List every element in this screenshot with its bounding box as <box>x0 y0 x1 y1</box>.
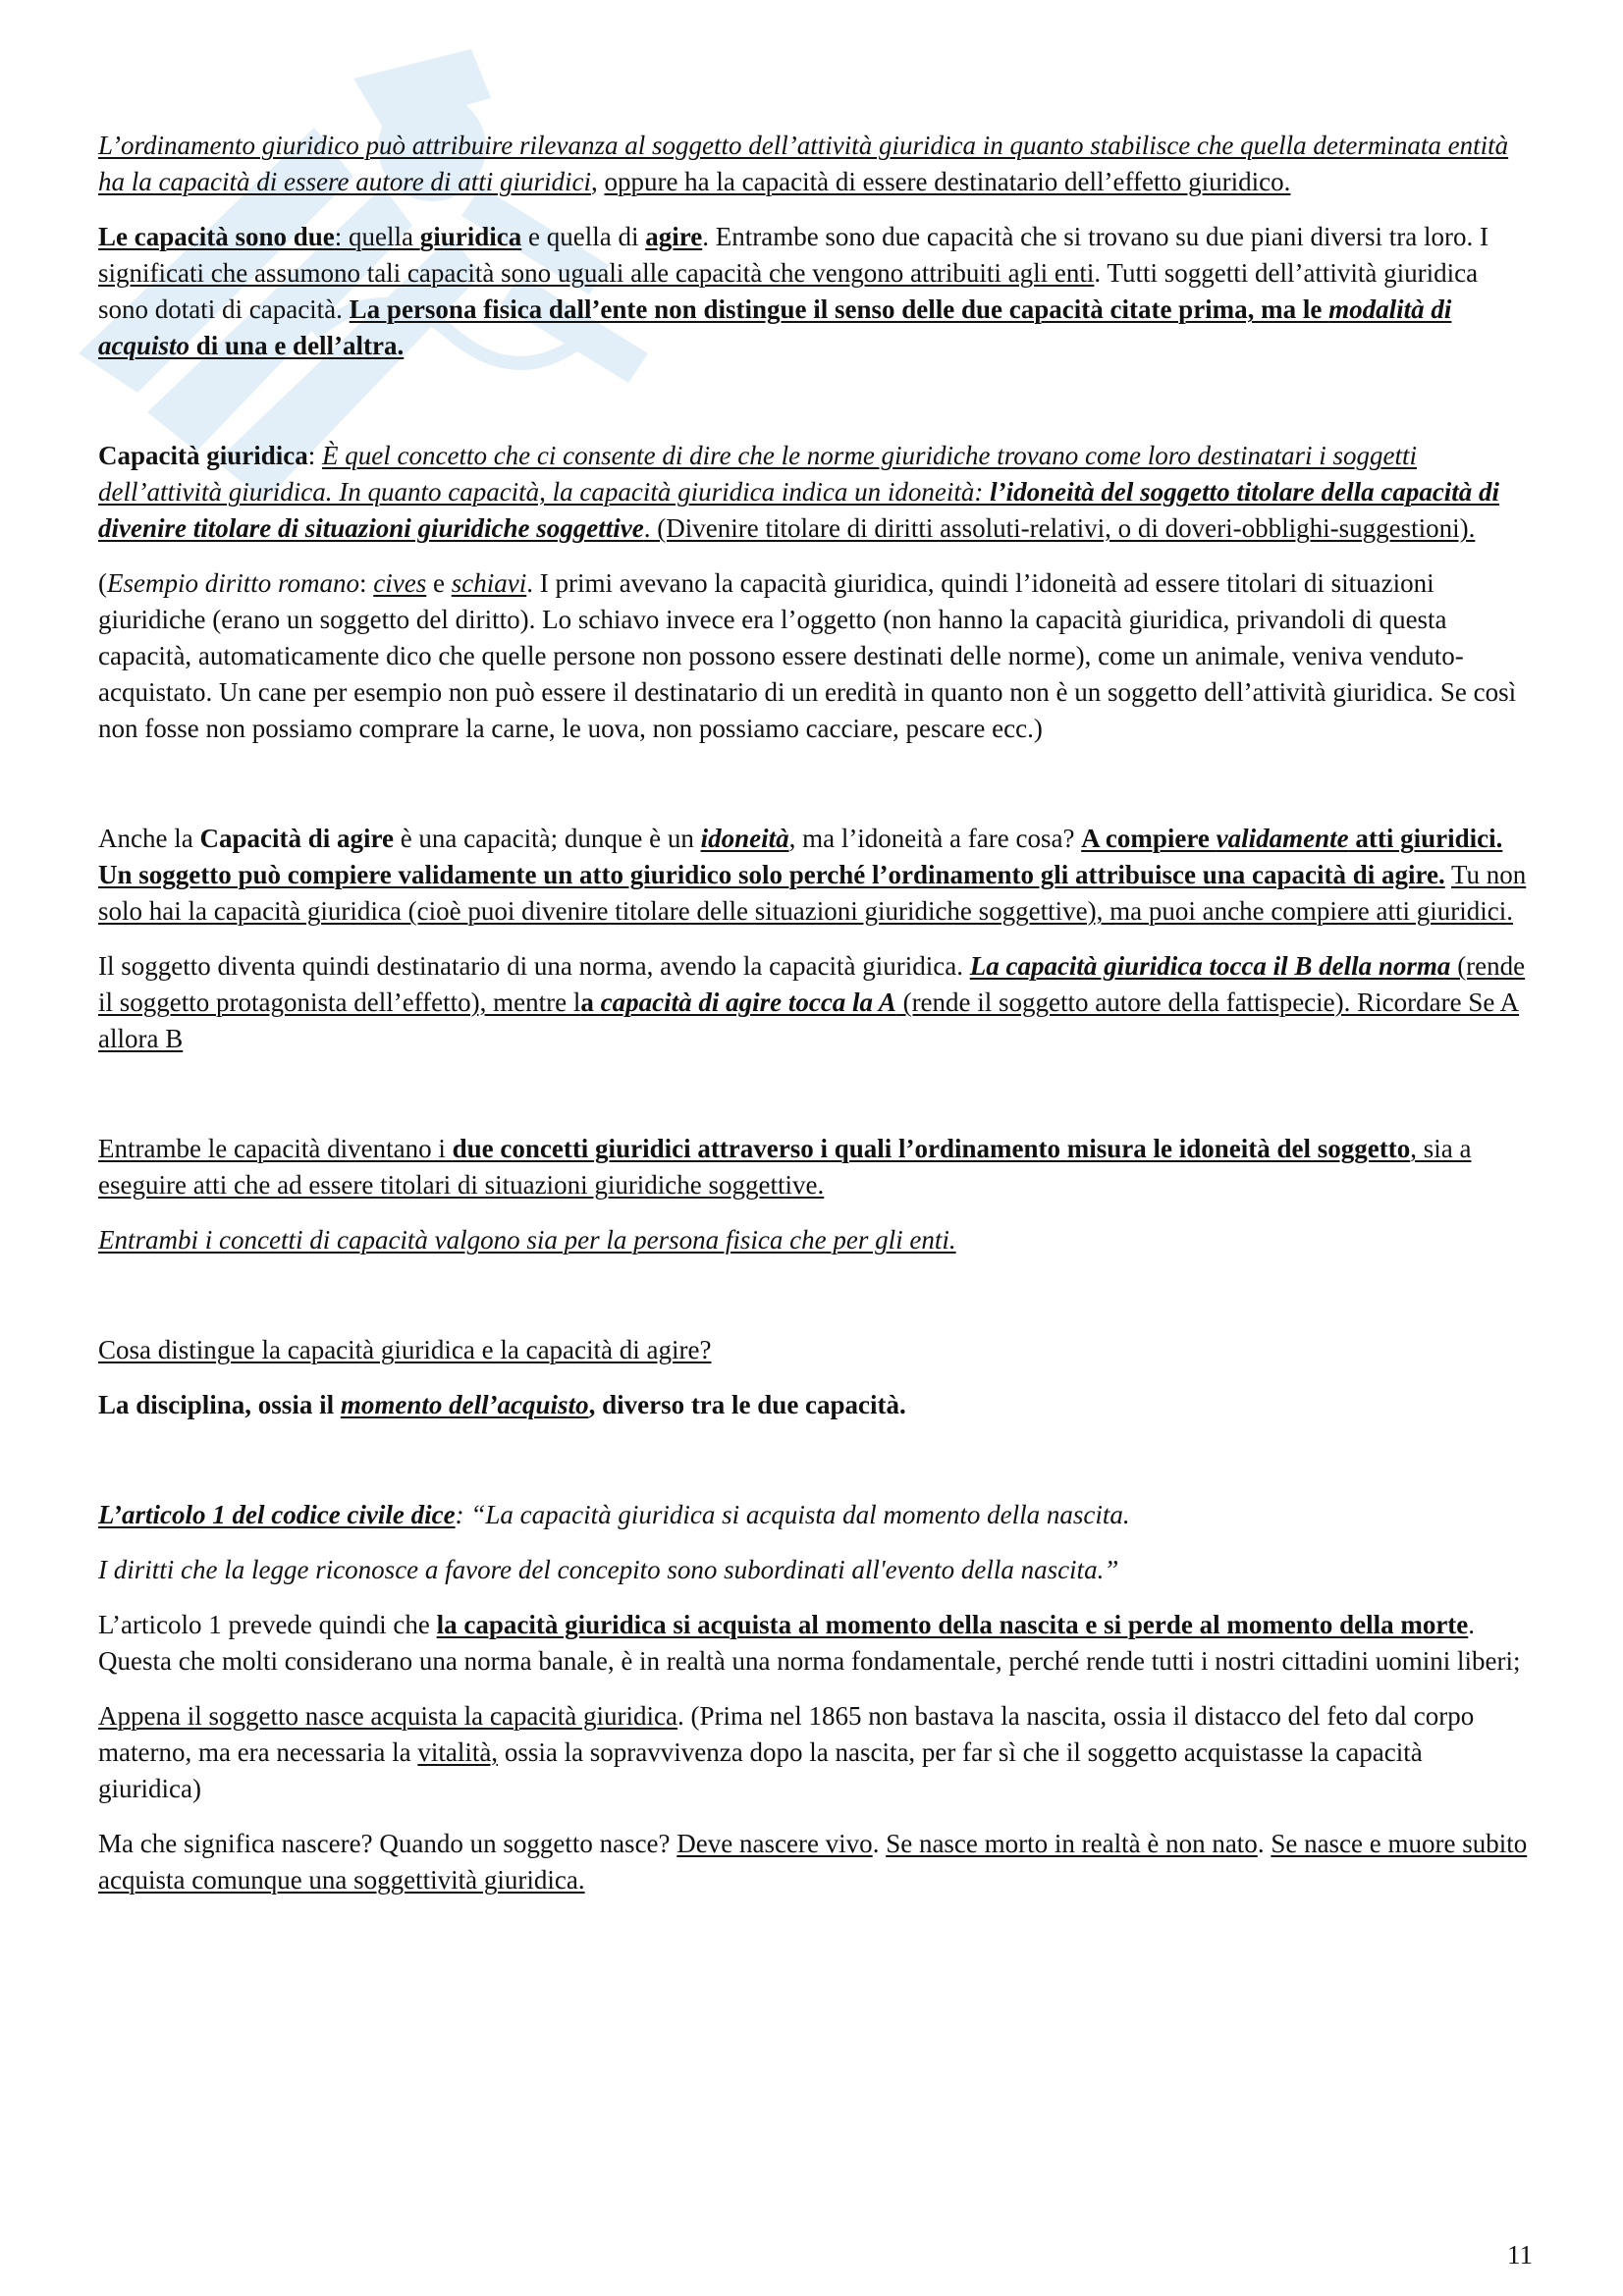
paragraph-article-1: L’articolo 1 del codice civile dice: “La capacità giuridica si acquista dal momento della nascita. <box>98 1500 1130 1529</box>
document-body <box>98 128 1532 1917</box>
spacer <box>98 1277 1532 1332</box>
question-heading: Cosa distingue la capacità giuridica e la capacità di agire? <box>98 1335 712 1364</box>
spacer <box>98 1442 1532 1497</box>
spacer <box>98 1076 1532 1131</box>
paragraph-birth-acquisition: Appena il soggetto nasce acquista la capacità giuridica. (Prima nel 1865 non bastava la nascita, ossia il distacco del feto dal corpo materno, ma era necessaria la vitalità, ossia la sopravvivenza dopo la nascita, per far sì che il soggetto acquistasse la capacità giuridica) <box>98 1701 1475 1803</box>
paragraph-article-1-continued: I diritti che la legge riconosce a favore del concepito sono subordinati all'evento della nascita.” <box>98 1555 1119 1584</box>
spacer <box>98 766 1532 821</box>
paragraph-capacita-giuridica: Capacità giuridica: È quel concetto che ci consente di dire che le norme giuridiche trovano come loro destinatari i soggetti dell’attività giuridica. In quanto capacità, la capacità giuridica indica un idoneità: l’idoneità del soggetto titolare della capacità di divenire titolare di situazioni giuridiche soggettive. (Divenire titolare di diritti assoluti-relativi, o di doveri-obblighi-suggestioni). <box>98 441 1500 543</box>
paragraph-article-1-explained: L’articolo 1 prevede quindi che la capacità giuridica si acquista al momento della nascita e si perde al momento della morte. Questa che molti considerano una norma banale, è in realtà una norma fondamentale, perché rende tutti i nostri cittadini uomini liberi; <box>98 1610 1521 1676</box>
page-number: 11 <box>1507 2240 1533 2269</box>
paragraph-two-capacities: Le capacità sono due: quella giuridica e quella di agire. Entrambe sono due capacità che si trovano su due piani diversi tra loro. I significati che assumono tali capacità sono uguali alle capacità che vengono attribuiti agli enti. Tutti soggetti dell’attività giuridica sono dotati di capacità. La persona fisica dall’ente non distingue il senso delle due capacità citate prima, ma le modalità di acquisto di una e dell’altra. <box>98 222 1488 360</box>
paragraph-capacita-agire: Anche la Capacità di agire è una capacità; dunque è un idoneità, ma l’idoneità a fare cosa? A compiere validamente atti giuridici. Un soggetto può compiere validamente un atto giuridico solo perché l’ordinamento gli attribuisce una capacità di agire. Tu non solo hai la capacità giuridica (cioè puoi divenire titolare delle situazioni giuridiche soggettive), ma puoi anche compiere atti giuridici. <box>98 824 1527 926</box>
answer-heading: La disciplina, ossia il momento dell’acquisto, diverso tra le due capacità. <box>98 1390 906 1419</box>
paragraph-intro: L’ordinamento giuridico può attribuire rilevanza al soggetto dell’attività giuridica in quanto stabilisce che quella determinata entità ha la capacità di essere autore di atti giuridici, oppure ha la capacità di essere destinatario dell’effetto giuridico. <box>98 131 1509 196</box>
paragraph-what-is-birth: Ma che significa nascere? Quando un soggetto nasce? Deve nascere vivo. Se nasce morto in realtà è non nato. Se nasce e muore subito acquista comunque una soggettività giuridica. <box>98 1829 1528 1895</box>
spacer <box>98 383 1532 438</box>
paragraph-a-b-rule: Il soggetto diventa quindi destinatario di una norma, avendo la capacità giuridica. La capacità giuridica tocca il B della norma (rende il soggetto protagonista dell’effetto), mentre la capacità di agire tocca la A (rende il soggetto autore della fattispecie). Ricordare Se A allora B <box>98 951 1526 1053</box>
paragraph-both-concepts: Entrambe le capacità diventano i due concetti giuridici attraverso i quali l’ordinamento misura le idoneità del soggetto, sia a eseguire atti che ad essere titolari di situazioni giuridiche soggettive. <box>98 1134 1472 1200</box>
paragraph-roman-example: (Esempio diritto romano: cives e schiavi. I primi avevano la capacità giuridica, quindi l’idoneità ad essere titolari di situazioni giuridiche (erano un soggetto del diritto). Lo schiavo invece era l’oggetto (non hanno la capacità giuridica, privandoli di questa capacità, automaticamente dico che quelle persone non possono essere destinati delle norme), come un animale, veniva venduto-acquistato. Un cane per esempio non può essere il destinatario di un eredità in quanto non è un soggetto dell’attività giuridica. Se così non fosse non possiamo comprare la carne, le uova, non possiamo cacciare, pescare ecc.) <box>98 568 1517 743</box>
paragraph-persons-and-entities: Entrambi i concetti di capacità valgono sia per la persona fisica che per gli enti. <box>98 1225 956 1255</box>
